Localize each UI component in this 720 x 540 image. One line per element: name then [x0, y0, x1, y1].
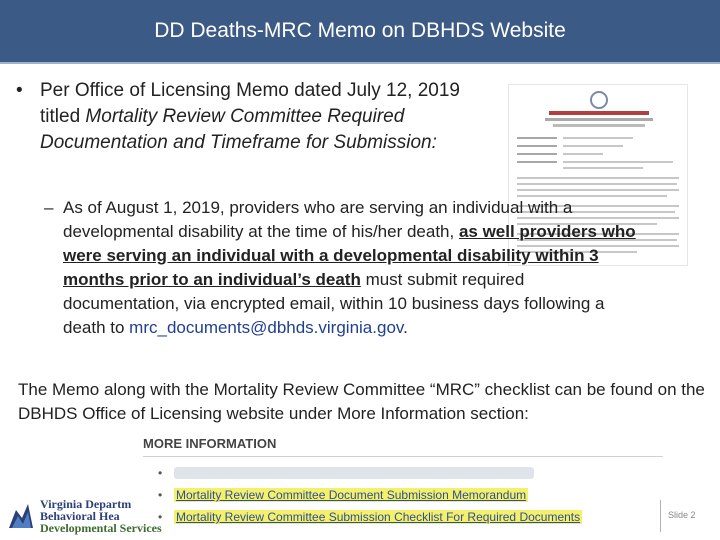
- slide-title: DD Deaths-MRC Memo on DBHDS Website: [154, 19, 566, 42]
- more-info-list: [158, 462, 598, 528]
- bullet-lead: Per Office of Licensing Memo dated July 12, 2019 titled: [40, 80, 461, 127]
- memo-text-line: [517, 183, 677, 185]
- memo-text-line: [563, 161, 673, 163]
- title-rule: [0, 62, 720, 64]
- sub-bullet-text: [44, 196, 644, 340]
- memo-letterhead-line: [545, 118, 653, 121]
- seal-icon: [590, 91, 608, 109]
- more-info-divider: [143, 456, 663, 457]
- main-bullet: [16, 78, 496, 156]
- more-info-heading: MORE INFORMATION: [143, 436, 277, 451]
- title-bar: [0, 0, 720, 62]
- email-address[interactable]: mrc_documents@dbhds.virginia.gov: [129, 318, 404, 337]
- logo-line: Virginia Departm: [40, 497, 132, 511]
- memo-title: Mortality Review Committee Required Documentation and Timeframe for Submission:: [40, 106, 437, 153]
- bullet-symbol: •: [16, 80, 23, 101]
- list-item: [158, 462, 598, 484]
- logo-line: Developmental Services: [40, 521, 162, 535]
- memo-text-line: [563, 137, 633, 139]
- list-item: [158, 506, 598, 528]
- memo-letterhead: [549, 111, 649, 115]
- checklist-link[interactable]: Mortality Review Committee Submission Checklist For Required Documents: [176, 510, 581, 524]
- description-paragraph: The Memo along with the Mortality Review Committee “MRC” checklist can be found on the DBHDS Office of Licensing website under More Information section:: [18, 380, 705, 423]
- memo-text-line: [563, 145, 623, 147]
- memo-text-line: [517, 177, 679, 179]
- memo-text-line: [563, 153, 603, 155]
- virginia-map-icon: [6, 498, 36, 532]
- sub-bullet: [44, 196, 644, 340]
- bullet-text: [16, 78, 496, 156]
- list-bullet: •: [158, 488, 163, 502]
- memo-text-line: [517, 153, 557, 155]
- memo-text-line: [517, 189, 679, 191]
- sub-text-part1: As of August 1, 2019, providers who are serving an individual with a developmental disability at the time of his/her death,: [63, 198, 573, 241]
- sub-text-underlined: as well providers who were serving an individual with a developmental disability within 3 months prior to an individual’s death: [63, 222, 636, 289]
- memo-text-line: [563, 167, 643, 169]
- blurred-link: [174, 467, 534, 479]
- slide-number-divider: [660, 500, 661, 532]
- slide-number: Slide 2: [668, 510, 696, 520]
- list-bullet: •: [158, 510, 163, 524]
- memo-link[interactable]: Mortality Review Committee Document Submission Memorandum: [176, 488, 527, 502]
- memo-text-line: [517, 137, 557, 139]
- memo-letterhead-line: [553, 124, 645, 127]
- sub-bullet-symbol: –: [44, 198, 54, 217]
- sub-text-part2: must submit required documentation, via encrypted email, within 10 business days following a death to: [63, 270, 605, 337]
- sub-text-end: .: [403, 318, 408, 337]
- logo-text: [40, 498, 162, 534]
- memo-text-line: [517, 145, 557, 147]
- logo-line: Behavioral Hea: [40, 509, 120, 523]
- list-item: [158, 484, 598, 506]
- list-bullet: •: [158, 466, 163, 480]
- memo-text-line: [517, 161, 557, 163]
- dbhds-logo: [6, 494, 166, 538]
